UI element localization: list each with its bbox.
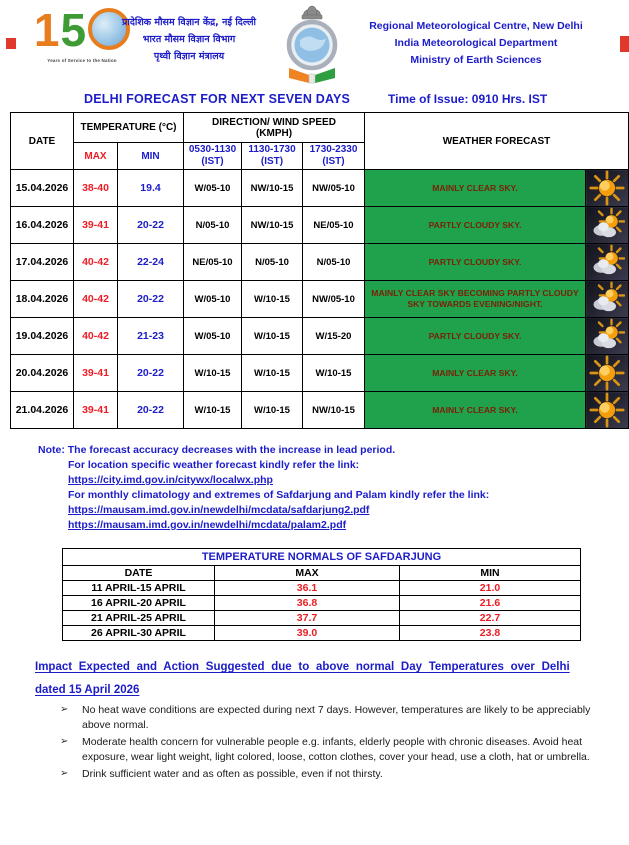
impact-bullet-3 (60, 767, 605, 782)
impact-bullet-text: Drink sufficient water and as often as possible, even if not thirsty. (82, 768, 383, 780)
min-temp: 20-22 (118, 207, 184, 244)
weather-forecast-text: PARTLY CLOUDY SKY. (365, 318, 586, 355)
note-line-3: For monthly climatology and extremes of Safdarjung and Palam kindly refer the link: (68, 489, 490, 501)
forecast-date: 18.04.2026 (11, 281, 74, 318)
min-temp: 20-22 (118, 392, 184, 429)
header-wind-unit: (KMPH) (255, 127, 293, 139)
note-label: Note: (38, 444, 65, 456)
header-wind-title: DIRECTION/ WIND SPEED (212, 116, 336, 128)
max-temp: 39-41 (74, 207, 118, 244)
wind-morning: W/10-15 (184, 355, 242, 392)
forecast-row-4 (11, 281, 629, 318)
max-temp: 40-42 (74, 281, 118, 318)
normals-row-2 (63, 596, 581, 611)
wind-afternoon: W/10-15 (242, 355, 303, 392)
sun-cloud-icon (586, 281, 628, 317)
impact-heading (35, 656, 621, 702)
weather-icon-cell (586, 281, 629, 318)
normals-title-row (63, 549, 581, 566)
normals-header-max: MAX (215, 566, 400, 581)
normals-header-min: MIN (400, 566, 581, 581)
header-max: MAX (74, 143, 118, 170)
wind-evening: NW/05-10 (303, 170, 365, 207)
normals-header-row (63, 566, 581, 581)
forecast-date: 21.04.2026 (11, 392, 74, 429)
max-temp: 38-40 (74, 170, 118, 207)
impact-bullet-2 (60, 735, 605, 764)
wind-afternoon: N/05-10 (242, 244, 303, 281)
note-line-1 (38, 443, 598, 458)
normals-min: 22.7 (400, 611, 581, 626)
arrow-bullet-icon: ➢ (60, 736, 69, 747)
header-min: MIN (118, 143, 184, 170)
normals-date: 26 APRIL-30 APRIL (63, 626, 215, 641)
min-temp: 20-22 (118, 355, 184, 392)
weather-forecast-text: MAINLY CLEAR SKY. (365, 355, 586, 392)
org-hindi-line3: पृथ्वी विज्ञान मंत्रालय (153, 51, 225, 62)
weather-icon-cell (586, 355, 629, 392)
wind-evening: NW/05-10 (303, 281, 365, 318)
impact-bullet-text: No heat wave conditions are expected during next 7 days. However, temperatures are likely to be appreciably above normal. (82, 704, 591, 731)
slot-range: 1130-1730 (248, 144, 296, 155)
max-temp: 39-41 (74, 355, 118, 392)
forecast-date: 16.04.2026 (11, 207, 74, 244)
normals-min: 21.0 (400, 581, 581, 596)
max-temp: 40-42 (74, 318, 118, 355)
weather-icon-cell (586, 207, 629, 244)
forecast-row-5 (11, 318, 629, 355)
sun-cloud-icon (586, 318, 628, 354)
note-section (38, 443, 598, 533)
forecast-row-3 (11, 244, 629, 281)
note-line-2: For location specific weather forecast kindly refer the link: (68, 459, 360, 471)
normals-max: 39.0 (215, 626, 400, 641)
min-temp: 19.4 (118, 170, 184, 207)
forecast-row-7 (11, 392, 629, 429)
link-palam-pdf[interactable]: https://mausam.imd.gov.in/newdelhi/mcdata/palam2.pdf (68, 519, 347, 531)
wind-afternoon: NW/10-15 (242, 170, 303, 207)
org-name-hindi (96, 14, 282, 65)
org-english-line1: Regional Meteorological Centre, New Delhi (369, 20, 583, 32)
wind-evening: NW/10-15 (303, 392, 365, 429)
forecast-table (10, 112, 629, 429)
link-safdarjung-pdf[interactable]: https://mausam.imd.gov.in/newdelhi/mcdata/safdarjung2.pdf (68, 504, 370, 516)
sun-cloud-icon (586, 207, 628, 243)
org-hindi-line2: भारत मौसम विज्ञान विभाग (142, 34, 236, 45)
red-edge-mark-left (6, 38, 16, 49)
forecast-header-row-1 (11, 113, 629, 143)
wind-morning: W/05-10 (184, 170, 242, 207)
header-slot-morning (184, 143, 242, 170)
wind-afternoon: W/10-15 (242, 392, 303, 429)
normals-max: 37.7 (215, 611, 400, 626)
wind-morning: W/05-10 (184, 318, 242, 355)
header-slot-afternoon (242, 143, 303, 170)
min-temp: 20-22 (118, 281, 184, 318)
forecast-date: 15.04.2026 (11, 170, 74, 207)
weather-icon-cell (586, 392, 629, 429)
weather-forecast-text: MAINLY CLEAR SKY. (365, 392, 586, 429)
forecast-row-2 (11, 207, 629, 244)
weather-forecast-text: MAINLY CLEAR SKY BECOMING PARTLY CLOUDY SKY TOWARDS EVENING/NIGHT. (365, 281, 586, 318)
logo-digit-1: 1 (33, 4, 60, 56)
weather-forecast-text: PARTLY CLOUDY SKY. (365, 207, 586, 244)
logo-digit-5: 5 (60, 4, 87, 56)
header-temperature: TEMPERATURE (°C) (74, 113, 184, 143)
forecast-row-1 (11, 170, 629, 207)
arrow-bullet-icon: ➢ (60, 704, 69, 715)
normals-date: 11 APRIL-15 APRIL (63, 581, 215, 596)
slot-ist: (IST) (260, 156, 284, 167)
slot-ist: (IST) (322, 156, 345, 167)
normals-date: 16 APRIL-20 APRIL (63, 596, 215, 611)
impact-heading-line2: dated 15 April 2026 (35, 684, 140, 696)
normals-min: 21.6 (400, 596, 581, 611)
forecast-date: 20.04.2026 (11, 355, 74, 392)
slot-ist: (IST) (201, 156, 224, 167)
temperature-normals-table (62, 548, 581, 641)
normals-row-1 (63, 581, 581, 596)
header-slot-evening (303, 143, 365, 170)
sun-icon (586, 392, 628, 428)
sun-icon (586, 355, 628, 391)
normals-max: 36.8 (215, 596, 400, 611)
org-name-english (330, 18, 622, 69)
wind-morning: W/10-15 (184, 392, 242, 429)
note-text: The forecast accuracy decreases with the increase in lead period. (67, 444, 396, 456)
sun-cloud-icon (586, 244, 628, 280)
wind-evening: N/05-10 (303, 244, 365, 281)
issue-time: Time of Issue: 0910 Hrs. IST (388, 92, 548, 106)
weather-icon-cell (586, 318, 629, 355)
normals-title: TEMPERATURE NORMALS OF SAFDARJUNG (63, 549, 581, 566)
wind-morning: NE/05-10 (184, 244, 242, 281)
forecast-date: 19.04.2026 (11, 318, 74, 355)
forecast-date: 17.04.2026 (11, 244, 74, 281)
normals-header-date: DATE (63, 566, 215, 581)
org-english-line2: India Meteorological Department (394, 37, 558, 49)
weather-icon-cell (586, 244, 629, 281)
wind-evening: W/15-20 (303, 318, 365, 355)
link-citywx[interactable]: https://city.imd.gov.in/citywx/localwx.php (68, 474, 273, 486)
min-temp: 21-23 (118, 318, 184, 355)
wind-afternoon: W/10-15 (242, 281, 303, 318)
slot-range: 0530-1130 (188, 144, 237, 155)
wind-morning: W/05-10 (184, 281, 242, 318)
page-title: DELHI FORECAST FOR NEXT SEVEN DAYS (84, 92, 351, 106)
normals-row-4 (63, 626, 581, 641)
normals-date: 21 APRIL-25 APRIL (63, 611, 215, 626)
max-temp: 40-42 (74, 244, 118, 281)
header-wind (184, 113, 365, 143)
header-date: DATE (11, 113, 74, 170)
wind-evening: W/10-15 (303, 355, 365, 392)
org-english-line3: Ministry of Earth Sciences (410, 54, 542, 66)
normals-max: 36.1 (215, 581, 400, 596)
header-weather-forecast: WEATHER FORECAST (365, 113, 629, 170)
normals-row-3 (63, 611, 581, 626)
impact-heading-line1: Impact Expected and Action Suggested due to above normal Day Temperatures over Delhi (35, 661, 570, 673)
impact-bullet-list (60, 703, 605, 785)
wind-evening: NE/05-10 (303, 207, 365, 244)
logo-tagline: Years of Service to the Nation (47, 58, 117, 63)
wind-afternoon: W/10-15 (242, 318, 303, 355)
forecast-row-6 (11, 355, 629, 392)
impact-bullet-1 (60, 703, 605, 732)
normals-min: 23.8 (400, 626, 581, 641)
min-temp: 22-24 (118, 244, 184, 281)
org-hindi-line1: प्रादेशिक मौसम विज्ञान केंद्र, नई दिल्ली (121, 17, 257, 28)
weather-forecast-text: PARTLY CLOUDY SKY. (365, 244, 586, 281)
arrow-bullet-icon: ➢ (60, 768, 69, 779)
max-temp: 39-41 (74, 392, 118, 429)
weather-forecast-text: MAINLY CLEAR SKY. (365, 170, 586, 207)
wind-morning: N/05-10 (184, 207, 242, 244)
sun-icon (586, 170, 628, 206)
weather-icon-cell (586, 170, 629, 207)
slot-range: 1730-2330 (309, 144, 358, 155)
wind-afternoon: NW/10-15 (242, 207, 303, 244)
impact-bullet-text: Moderate health concern for vulnerable people e.g. infants, elderly people with chronic diseases. Avoid heat exposure, wear light weight, light colored, loose, cotton clothes, cover your head, use a cloth, hat or umbrella. (82, 736, 590, 763)
